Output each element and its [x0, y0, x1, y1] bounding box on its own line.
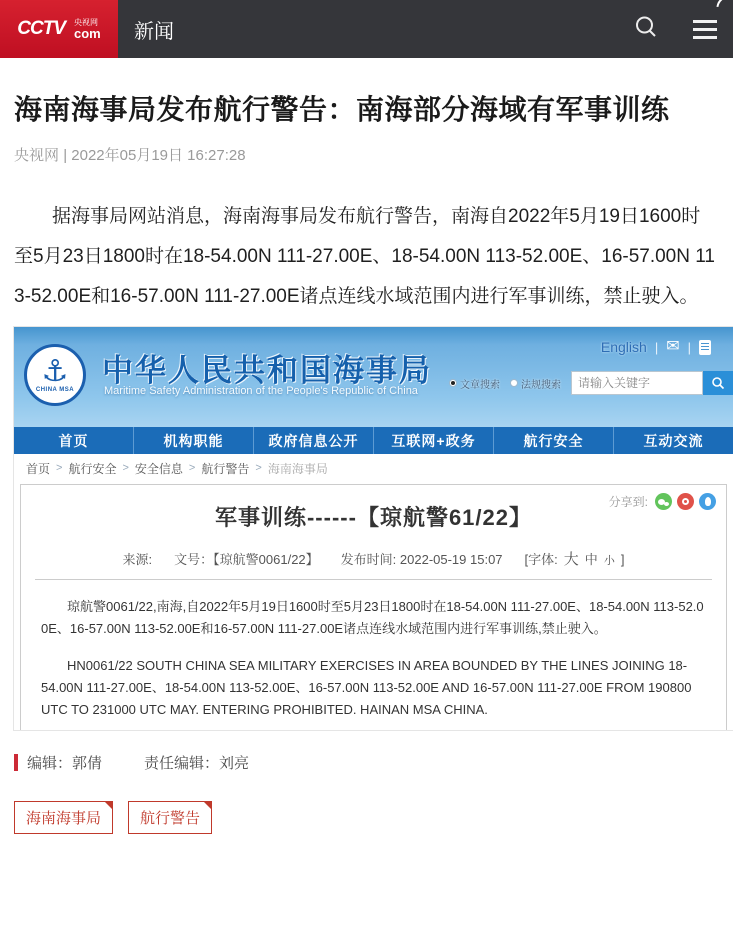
msa-doc-paragraph-cn: 琼航警0061/22,南海,自2022年5月19日1600时至5月23日1800时在18-54.00N 111-27.00E、18-54.00N 113-52.00E、16-57.00N 113-52.00E和16-57.00N 111-27.00E诸点连线水域范围内进行军事训练,禁止驶入。 [41, 599, 704, 637]
msa-site-subtitle: Maritime Safety Administration of the People's Republic of China [104, 385, 418, 398]
mail-icon[interactable]: ✉ [666, 338, 680, 356]
share-row [609, 493, 716, 510]
msa-nav-bar [14, 427, 733, 454]
editor-row [14, 752, 733, 773]
msa-logo-text: CHINA MSA [35, 387, 75, 394]
msa-search-button[interactable] [703, 371, 733, 395]
qq-share-icon[interactable] [699, 493, 716, 510]
anchor-icon: ⚓ [41, 355, 69, 389]
font-size-medium[interactable]: 中 [584, 552, 598, 568]
breadcrumb-nav-safety[interactable]: 航行安全 [68, 461, 117, 476]
article-byline [14, 144, 719, 165]
breadcrumb-nav-warning[interactable]: 航行警告 [201, 461, 250, 476]
msa-site-header [14, 327, 733, 427]
msa-search-row [449, 371, 733, 395]
breadcrumb-safety-info[interactable]: 安全信息 [134, 461, 183, 476]
msa-top-links: English | ✉ | [601, 339, 711, 355]
article-body-paragraph: 据海事局网站消息，海南海事局发布航行警告，南海自2022年5月19日1600时至5月23日1800时在18-54.00N 111-27.00E、18-54.00N 113-52.00E、16-57.00N 113-52.00E和16-57.00N 111-27.00E诸点连线水域范围内进行军事训练，禁止驶入。 [14, 206, 715, 308]
breadcrumb-hainan-msa: 海南海事局 [267, 461, 328, 476]
msa-doc-meta [35, 548, 712, 580]
search-icon[interactable] [633, 14, 659, 45]
tags-row [14, 801, 733, 834]
share-label: 分享到: [608, 495, 648, 510]
font-size-label-close: ] [620, 552, 625, 568]
font-size-small[interactable]: 小 [603, 555, 615, 568]
msa-breadcrumb: 首页 > 航行安全 > 安全信息 > 航行警告 > 海南海事局 [14, 454, 733, 482]
article [0, 92, 733, 317]
weibo-share-icon[interactable] [677, 493, 694, 510]
font-size-controls [525, 548, 625, 569]
document-icon[interactable] [699, 340, 711, 355]
msa-nav-navigation-safety[interactable]: 航行安全 [494, 427, 614, 454]
msa-logo [24, 344, 86, 406]
meta-source-label: 来源: [122, 552, 153, 568]
msa-doc-title: 军事训练------【琼航警61/22】 [214, 505, 532, 531]
cctv-logo-com: com [74, 25, 101, 41]
editor-name: 编辑：郭倩 [27, 755, 103, 773]
wechat-share-icon[interactable] [655, 493, 672, 510]
meta-doc-number: 文号：【琼航警0061/22】 [174, 552, 319, 568]
cctv-logo-sub: 央视网 [74, 17, 98, 27]
menu-icon[interactable] [693, 20, 717, 39]
chief-editor-name: 责任编辑：刘亮 [144, 755, 250, 773]
font-size-large[interactable]: 大 [563, 551, 579, 569]
article-source: 央视网 [14, 147, 60, 165]
msa-nav-functions[interactable]: 机构职能 [134, 427, 254, 454]
radio-unselected-icon[interactable] [510, 379, 518, 387]
radio-selected-icon[interactable] [449, 379, 457, 387]
tag-hainan-msa[interactable]: 海南海事局 [14, 801, 113, 834]
search-option-law[interactable]: 法规搜索 [510, 376, 561, 391]
byline-divider: | [63, 147, 68, 165]
msa-nav-interaction[interactable]: 互动交流 [643, 432, 704, 449]
msa-nav-home[interactable]: 首页 [14, 427, 134, 454]
cctv-logo[interactable] [0, 0, 118, 58]
article-title: 海南海事局发布航行警告：南海部分海域有军事训练 [14, 94, 670, 125]
tag-nav-warning[interactable]: 航行警告 [128, 801, 212, 834]
msa-search-input[interactable] [571, 371, 703, 395]
english-link[interactable]: English [600, 339, 647, 356]
msa-site-title: 中华人民共和国海事局 [102, 353, 432, 389]
search-option-article[interactable]: 文章搜索 [449, 376, 500, 391]
embedded-msa-screenshot [14, 327, 733, 730]
breadcrumb-home[interactable]: 首页 [26, 461, 51, 476]
editor-red-bar [14, 754, 18, 771]
meta-publish-time: 发布时间: 2022-05-19 15:07 [340, 552, 503, 568]
msa-nav-internet-gov[interactable]: 互联网+政务 [374, 427, 494, 454]
article-datetime: 2022年05月19日 16:27:28 [71, 147, 246, 165]
cctv-logo-text: CCTV [17, 18, 65, 39]
msa-nav-info-disclosure[interactable]: 政府信息公开 [254, 427, 374, 454]
channel-title[interactable]: 新闻 [134, 20, 174, 43]
top-navigation-bar [0, 0, 733, 58]
msa-document-panel [20, 484, 727, 730]
msa-doc-paragraph-en: HN0061/22 SOUTH CHINA SEA MILITARY EXERCISES IN AREA BOUNDED BY THE LINES JOINING 18-54.00N 111-27.00E、18-54.00N 113-52.00E、16-57.00N 113-52.00E AND 16-57.00N 111-27.00E FROM 190800 UTC TO 231000 UTC MAY. ENTERING PROHIBITED. HAINAN MSA CHINA. [41, 657, 692, 717]
font-size-label: [字体: [524, 552, 558, 568]
